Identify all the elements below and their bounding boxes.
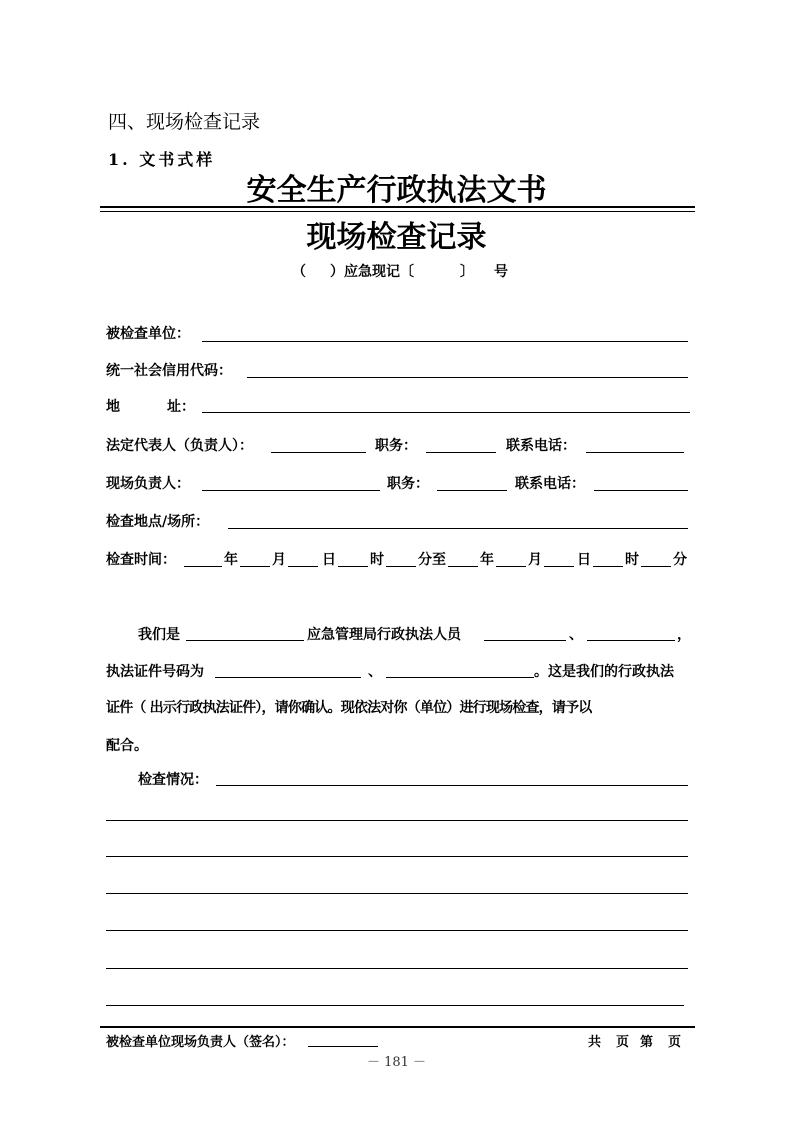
inspection-label: 检查情况： <box>138 772 208 788</box>
legal-rep-label: 法定代表人（负责人）： <box>106 438 253 454</box>
credit-code-label: 统一社会信用代码： <box>106 363 232 379</box>
statement-line2-end: 。这是我们的行政执法 <box>534 664 674 680</box>
credit-code-line[interactable] <box>247 377 688 378</box>
address-label-a: 地 <box>106 399 120 415</box>
signature-label: 被检查单位现场负责人（签名）： <box>106 1035 295 1050</box>
page-number: － 181 － <box>366 1055 427 1070</box>
statement-officers: 应急管理局行政执法人员 <box>307 627 461 643</box>
month-line[interactable] <box>240 566 270 567</box>
doc-number-open: （ <box>292 264 306 280</box>
pages-unit-1: 页 <box>616 1035 630 1050</box>
location-label: 检查地点/场所： <box>106 514 210 530</box>
day-line[interactable] <box>288 566 318 567</box>
statement-cert-no: 执法证件号码为 <box>106 664 204 680</box>
minute-line[interactable] <box>386 566 416 567</box>
doc-number-mid: ）应急现记〔 <box>330 264 414 280</box>
hour-label: 时 <box>370 552 384 568</box>
minute2-label: 分 <box>673 552 687 568</box>
document-title: 安全生产行政执法文书 <box>246 173 547 208</box>
signature-line[interactable] <box>308 1046 378 1047</box>
position1-label: 职务： <box>375 438 417 454</box>
inspection-line-4[interactable] <box>106 893 688 894</box>
cert1-line[interactable] <box>215 677 361 678</box>
agency-line[interactable] <box>186 640 304 641</box>
statement-we-are: 我们是 <box>138 627 180 643</box>
doc-number-close: 〕 <box>460 264 474 280</box>
year2-label: 年 <box>480 552 494 568</box>
hour-line[interactable] <box>338 566 368 567</box>
site-manager-line[interactable] <box>202 490 380 491</box>
inspection-line-3[interactable] <box>106 856 688 857</box>
year2-line[interactable] <box>448 566 478 567</box>
phone1-line[interactable] <box>586 452 684 453</box>
statement-line3: 证件（ 出示行政执法证件），请你确认。现依法对你（单位）进行现场检查，请予以 <box>106 700 592 716</box>
hour2-label: 时 <box>625 552 639 568</box>
year-label: 年 <box>224 552 238 568</box>
pages-current-label: 第 <box>640 1035 654 1050</box>
inspection-line-6[interactable] <box>106 968 688 969</box>
month2-label: 月 <box>528 552 542 568</box>
inspection-line-5[interactable] <box>106 930 688 931</box>
cert2-line[interactable] <box>386 677 534 678</box>
day2-line[interactable] <box>544 566 574 567</box>
doc-number-suffix: 号 <box>494 264 508 280</box>
subheading: 1. 文书式样 <box>108 150 216 169</box>
footer-rule <box>100 1026 695 1028</box>
phone1-label: 联系电话： <box>506 438 576 454</box>
hour2-line[interactable] <box>593 566 623 567</box>
site-manager-label: 现场负责人： <box>106 476 190 492</box>
day2-label: 日 <box>577 552 591 568</box>
day-label: 日 <box>322 552 336 568</box>
officer1-line[interactable] <box>484 640 566 641</box>
inspected-unit-label: 被检查单位： <box>106 326 190 342</box>
year-line[interactable] <box>184 566 222 567</box>
statement-comma: ， <box>677 627 691 643</box>
legal-rep-line[interactable] <box>271 452 366 453</box>
phone2-line[interactable] <box>594 490 688 491</box>
statement-sep1: 、 <box>569 627 583 643</box>
inspected-unit-line[interactable] <box>202 341 688 342</box>
position1-line[interactable] <box>426 452 496 453</box>
minute2-line[interactable] <box>641 566 671 567</box>
time-label: 检查时间： <box>106 552 176 568</box>
position2-line[interactable] <box>437 490 507 491</box>
document-subtitle: 现场检查记录 <box>306 220 487 255</box>
month-label: 月 <box>272 552 286 568</box>
position2-label: 职务： <box>387 476 429 492</box>
officer2-line[interactable] <box>587 640 675 641</box>
inspection-line-2[interactable] <box>106 820 688 821</box>
pages-total-label: 共 <box>588 1035 602 1050</box>
address-line[interactable] <box>202 412 690 413</box>
phone2-label: 联系电话： <box>515 476 585 492</box>
pages-unit-2: 页 <box>668 1035 682 1050</box>
statement-sep2: 、 <box>368 664 382 680</box>
minute-to-label: 分至 <box>418 552 446 568</box>
address-label-b: 址： <box>167 399 195 415</box>
statement-line4: 配合。 <box>106 738 148 754</box>
inspection-line-7[interactable] <box>106 1005 684 1006</box>
title-rule-thick <box>100 206 695 208</box>
location-line[interactable] <box>228 528 688 529</box>
section-heading: 四、现场检查记录 <box>108 111 261 133</box>
month2-line[interactable] <box>496 566 526 567</box>
inspection-line-1[interactable] <box>216 785 688 786</box>
